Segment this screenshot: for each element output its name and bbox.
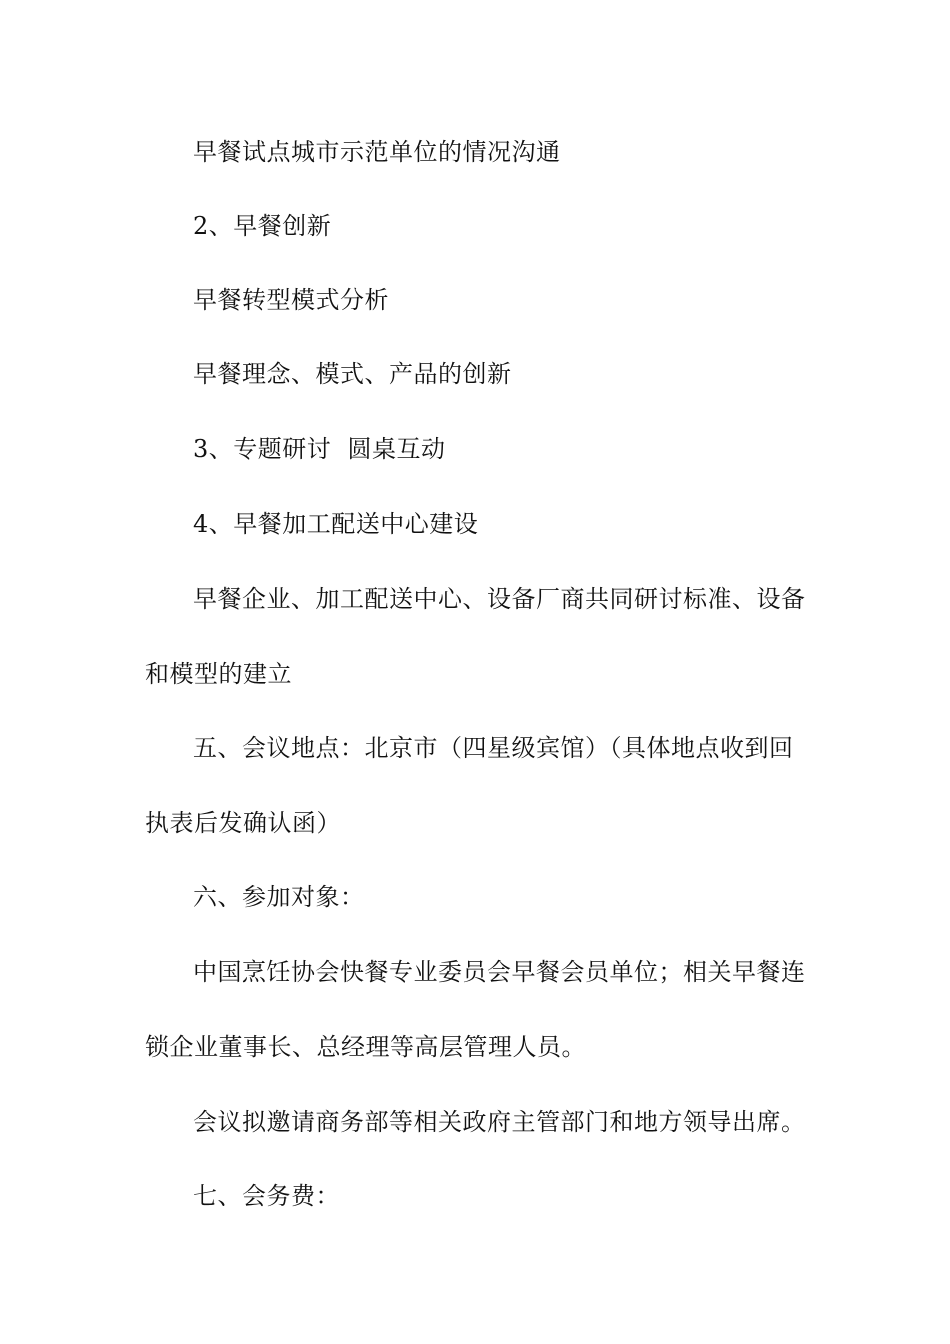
section-heading: 3、专题研讨 圆桌互动 <box>193 435 446 463</box>
paragraph-line: 早餐企业、加工配送中心、设备厂商共同研讨标准、设备 <box>193 585 806 613</box>
paragraph-line: 会议拟邀请商务部等相关政府主管部门和地方领导出席。 <box>193 1108 806 1136</box>
section-heading: 六、参加对象： <box>193 883 365 911</box>
section-heading: 4、早餐加工配送中心建设 <box>193 510 479 538</box>
paragraph-line: 执表后发确认函） <box>145 809 341 837</box>
paragraph-line: 锁企业董事长、总经理等高层管理人员。 <box>145 1033 586 1061</box>
paragraph-line: 早餐试点城市示范单位的情况沟通 <box>193 138 561 166</box>
paragraph-line: 中国烹饪协会快餐专业委员会早餐会员单位；相关早餐连 <box>193 958 806 986</box>
section-heading: 五、会议地点：北京市（四星级宾馆）（具体地点收到回 <box>193 734 794 762</box>
paragraph-line: 早餐转型模式分析 <box>193 286 389 314</box>
paragraph-line: 和模型的建立 <box>145 660 292 688</box>
section-heading: 2、早餐创新 <box>193 212 332 240</box>
paragraph-line: 早餐理念、模式、产品的创新 <box>193 360 512 388</box>
section-heading: 七、会务费： <box>193 1182 340 1210</box>
